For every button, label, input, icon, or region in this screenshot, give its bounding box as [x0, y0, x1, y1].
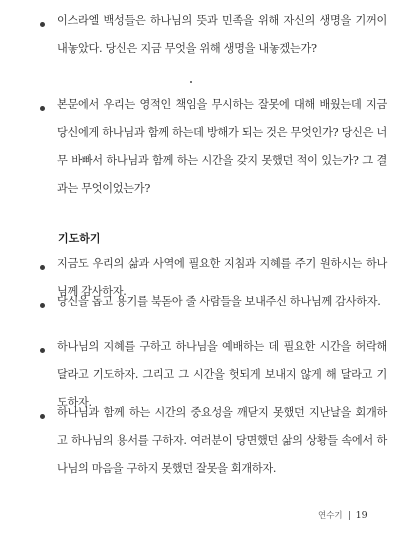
bullet-icon — [40, 106, 45, 111]
prayer-item-4: 하나님과 함께 하는 시간의 중요성을 깨닫지 못했던 지난날을 회개하고 하나님의 용서를 구하자. 여러분이 당면했던 삶의 상황들 속에서 하나님의 마음을 구하지 못했던 잘못을 회개하자. — [57, 406, 387, 475]
bullet-icon — [40, 22, 45, 27]
separator-dot — [190, 81, 192, 83]
bullet-icon — [40, 348, 45, 353]
page-number: 19 — [355, 510, 368, 521]
page-footer — [318, 509, 368, 521]
bullet-icon — [40, 265, 45, 270]
prayer-item-2: 당신을 돕고 용기를 북돋아 줄 사람들을 보내주신 하나님께 감사하자. — [57, 295, 381, 308]
footer-divider — [349, 511, 350, 520]
bullet-icon — [40, 414, 45, 419]
section-heading: 기도하기 — [58, 232, 101, 245]
reflection-item-1: 이스라엘 백성들은 하나님의 뜻과 민족을 위해 자신의 생명을 기꺼이 내놓았다. 당신은 지금 무엇을 위해 생명을 내놓겠는가? — [57, 14, 387, 55]
footer-section-label: 연수기 — [318, 511, 343, 521]
prayer-item-1: 지금도 우리의 삶과 사역에 필요한 지침과 지혜를 주기 원하시는 하나님께 감사하자. — [57, 257, 387, 298]
prayer-item-3: 하나님의 지혜를 구하고 하나님을 예배하는 데 필요한 시간을 허락해 달라고 기도하자. 그리고 그 시간을 헛되게 보내지 않게 해 달라고 기도하자. — [57, 340, 387, 409]
bullet-icon — [40, 303, 45, 308]
reflection-item-2: 본문에서 우리는 영적인 책임을 무시하는 잘못에 대해 배웠는데 지금 당신에게 하나님과 함께 하는데 방해가 되는 것은 무엇인가? 당신은 너무 바빠서 하나님과 함께 하는 시간을 갖지 못했던 적이 있는가? 그 결과는 무엇이었는가? — [57, 98, 387, 195]
